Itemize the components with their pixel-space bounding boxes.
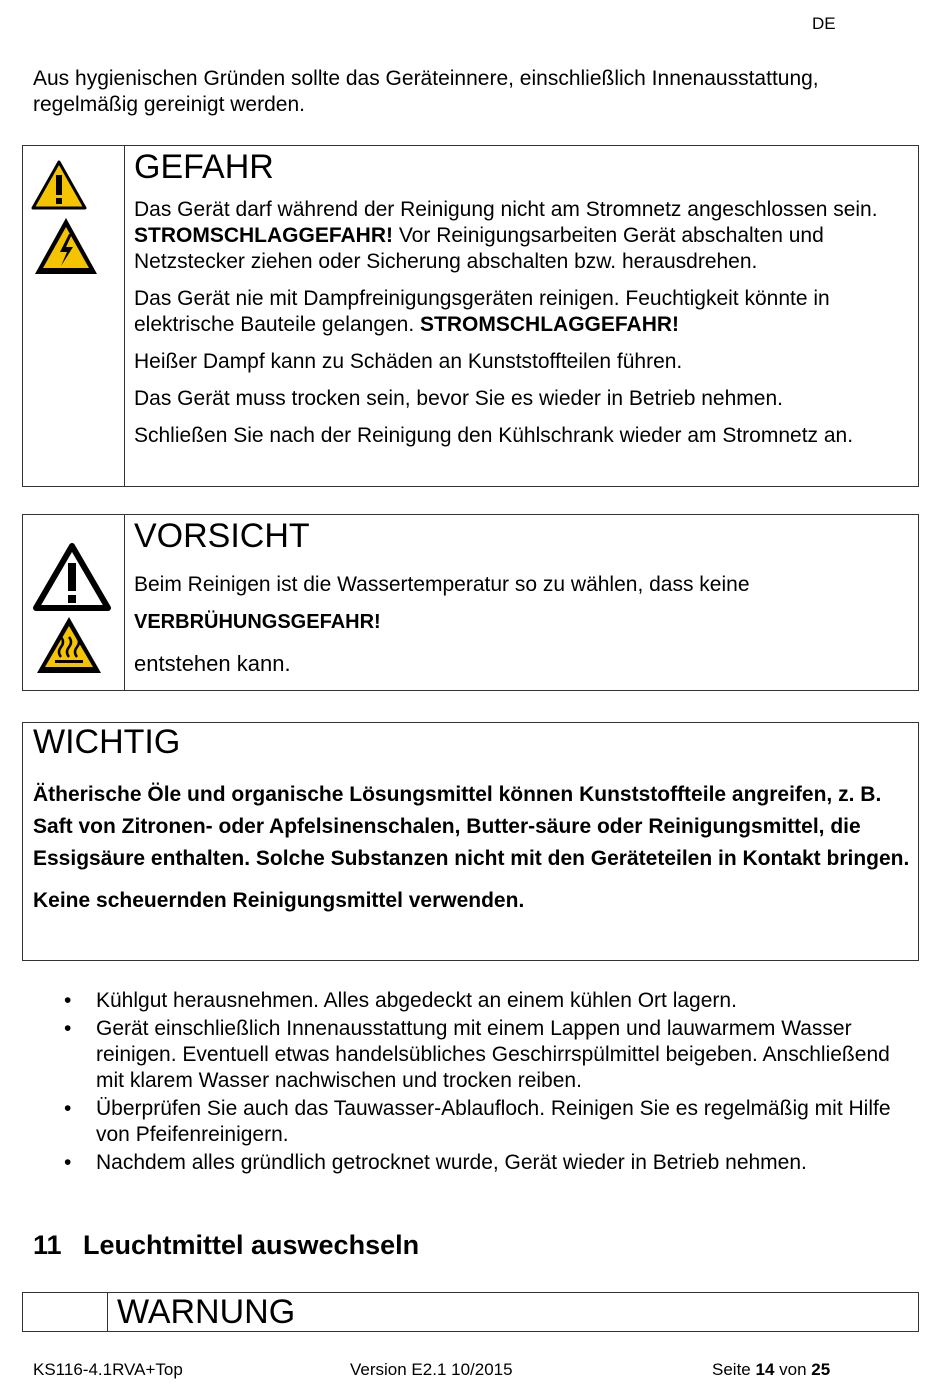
- important-title: WICHTIG: [33, 723, 181, 761]
- caution-title: VORSICHT: [134, 517, 310, 555]
- cleaning-steps-list: [33, 988, 923, 1178]
- text-segment: Das Gerät darf während der Reinigung nicht am Stromnetz angeschlossen sein.: [134, 198, 878, 221]
- warning-triangle-icon: [33, 543, 111, 611]
- danger-title: GEFAHR: [134, 148, 274, 186]
- list-item: [33, 1096, 923, 1148]
- footer-version: Version E2.1 10/2015: [350, 1360, 513, 1379]
- bullet-icon: •: [64, 989, 72, 1012]
- text-segment: Seite: [712, 1360, 756, 1379]
- section-title: Leuchtmittel auswechseln: [83, 1230, 420, 1260]
- text-segment: Vor Reinigungsarbeiten Gerät abschalten und Netzstecker ziehen oder Sicherung abschalten bzw. herausdrehen.: [134, 224, 824, 273]
- footer-page-number: [712, 1360, 830, 1380]
- danger-icon-column: [23, 146, 125, 486]
- caution-paragraph-1: Beim Reinigen ist die Wassertemperatur so zu wählen, dass keine: [134, 573, 750, 596]
- electric-shock-icon: [33, 216, 99, 276]
- important-content: [33, 779, 910, 917]
- important-paragraph-1: Ätherische Öle und organische Lösungsmittel können Kunststoffteile angreifen, z. B. Saft von Zitronen- oder Apfelsinenschalen, Butter-säure oder Reinigungsmittel, die Essigsäure enthalten. Solche Substanzen nicht mit den Geräteteilen in Kontakt bringen.: [33, 783, 910, 870]
- list-item-text: Nachdem alles gründlich getrocknet wurde, Gerät wieder in Betrieb nehmen.: [96, 1151, 807, 1174]
- shock-hazard-label: STROMSCHLAGGEFAHR!: [420, 313, 680, 336]
- caution-content: [134, 517, 908, 677]
- bullet-icon: •: [64, 1017, 72, 1040]
- danger-paragraph-2: [134, 286, 908, 338]
- caution-box: [22, 514, 919, 691]
- danger-paragraph-3: Heißer Dampf kann zu Schäden an Kunststoffteilen führen.: [134, 350, 683, 373]
- caution-paragraph-3: entstehen kann.: [134, 651, 291, 676]
- warning-title: WARNUNG: [117, 1293, 296, 1331]
- important-paragraph-2: Keine scheuernden Reinigungsmittel verwenden.: [33, 889, 525, 912]
- list-item-text: Überprüfen Sie auch das Tauwasser-Ablaufloch. Reinigen Sie es regelmäßig mit Hilfe von Pfeifenreinigern.: [96, 1097, 891, 1146]
- bullet-icon: •: [64, 1151, 72, 1174]
- danger-paragraph-5: Schließen Sie nach der Reinigung den Kühlschrank wieder am Stromnetz an.: [134, 424, 854, 447]
- important-box: [22, 722, 919, 961]
- danger-content: [134, 148, 908, 449]
- shock-hazard-label: STROMSCHLAGGEFAHR!: [134, 224, 393, 247]
- warning-triangle-icon: [31, 160, 87, 210]
- intro-paragraph: Aus hygienischen Gründen sollte das Geräteinnere, einschließlich Innenausstattung, regelmäßig gereinigt werden.: [33, 67, 819, 116]
- caution-icon-column: [23, 515, 125, 690]
- list-item: [33, 1150, 923, 1176]
- list-item: [33, 988, 923, 1014]
- warning-box: [22, 1292, 919, 1332]
- hot-surface-icon: [35, 615, 103, 675]
- list-item-text: Kühlgut herausnehmen. Alles abgedeckt an einem kühlen Ort lagern.: [96, 989, 737, 1012]
- total-pages: 25: [811, 1360, 831, 1379]
- danger-paragraph-1: [134, 197, 908, 275]
- list-item: [33, 1016, 923, 1094]
- text-segment: Das Gerät nie mit Dampfreinigungsgeräten reinigen. Feuchtigkeit könnte in elektrische Bauteile gelangen.: [134, 287, 830, 336]
- section-heading: [33, 1230, 419, 1261]
- bullet-icon: •: [64, 1097, 72, 1120]
- warning-icon-column: [23, 1293, 108, 1331]
- danger-paragraph-4: Das Gerät muss trocken sein, bevor Sie es wieder in Betrieb nehmen.: [134, 387, 783, 410]
- list-item-text: Gerät einschließlich Innenausstattung mit einem Lappen und lauwarmem Wasser reinigen. Eventuell etwas handelsübliches Geschirrspülmittel beigeben. Anschließend mit klarem Wasser nachwischen und trocken reiben.: [96, 1017, 890, 1092]
- scald-hazard-label: VERBRÜHUNGSGEFAHR!: [134, 611, 381, 633]
- danger-box: [22, 145, 919, 487]
- section-number: 11: [33, 1230, 62, 1260]
- current-page: 14: [755, 1360, 775, 1379]
- language-code: DE: [812, 14, 836, 33]
- footer-model: KS116-4.1RVA+Top: [33, 1360, 183, 1379]
- text-segment: von: [774, 1360, 812, 1379]
